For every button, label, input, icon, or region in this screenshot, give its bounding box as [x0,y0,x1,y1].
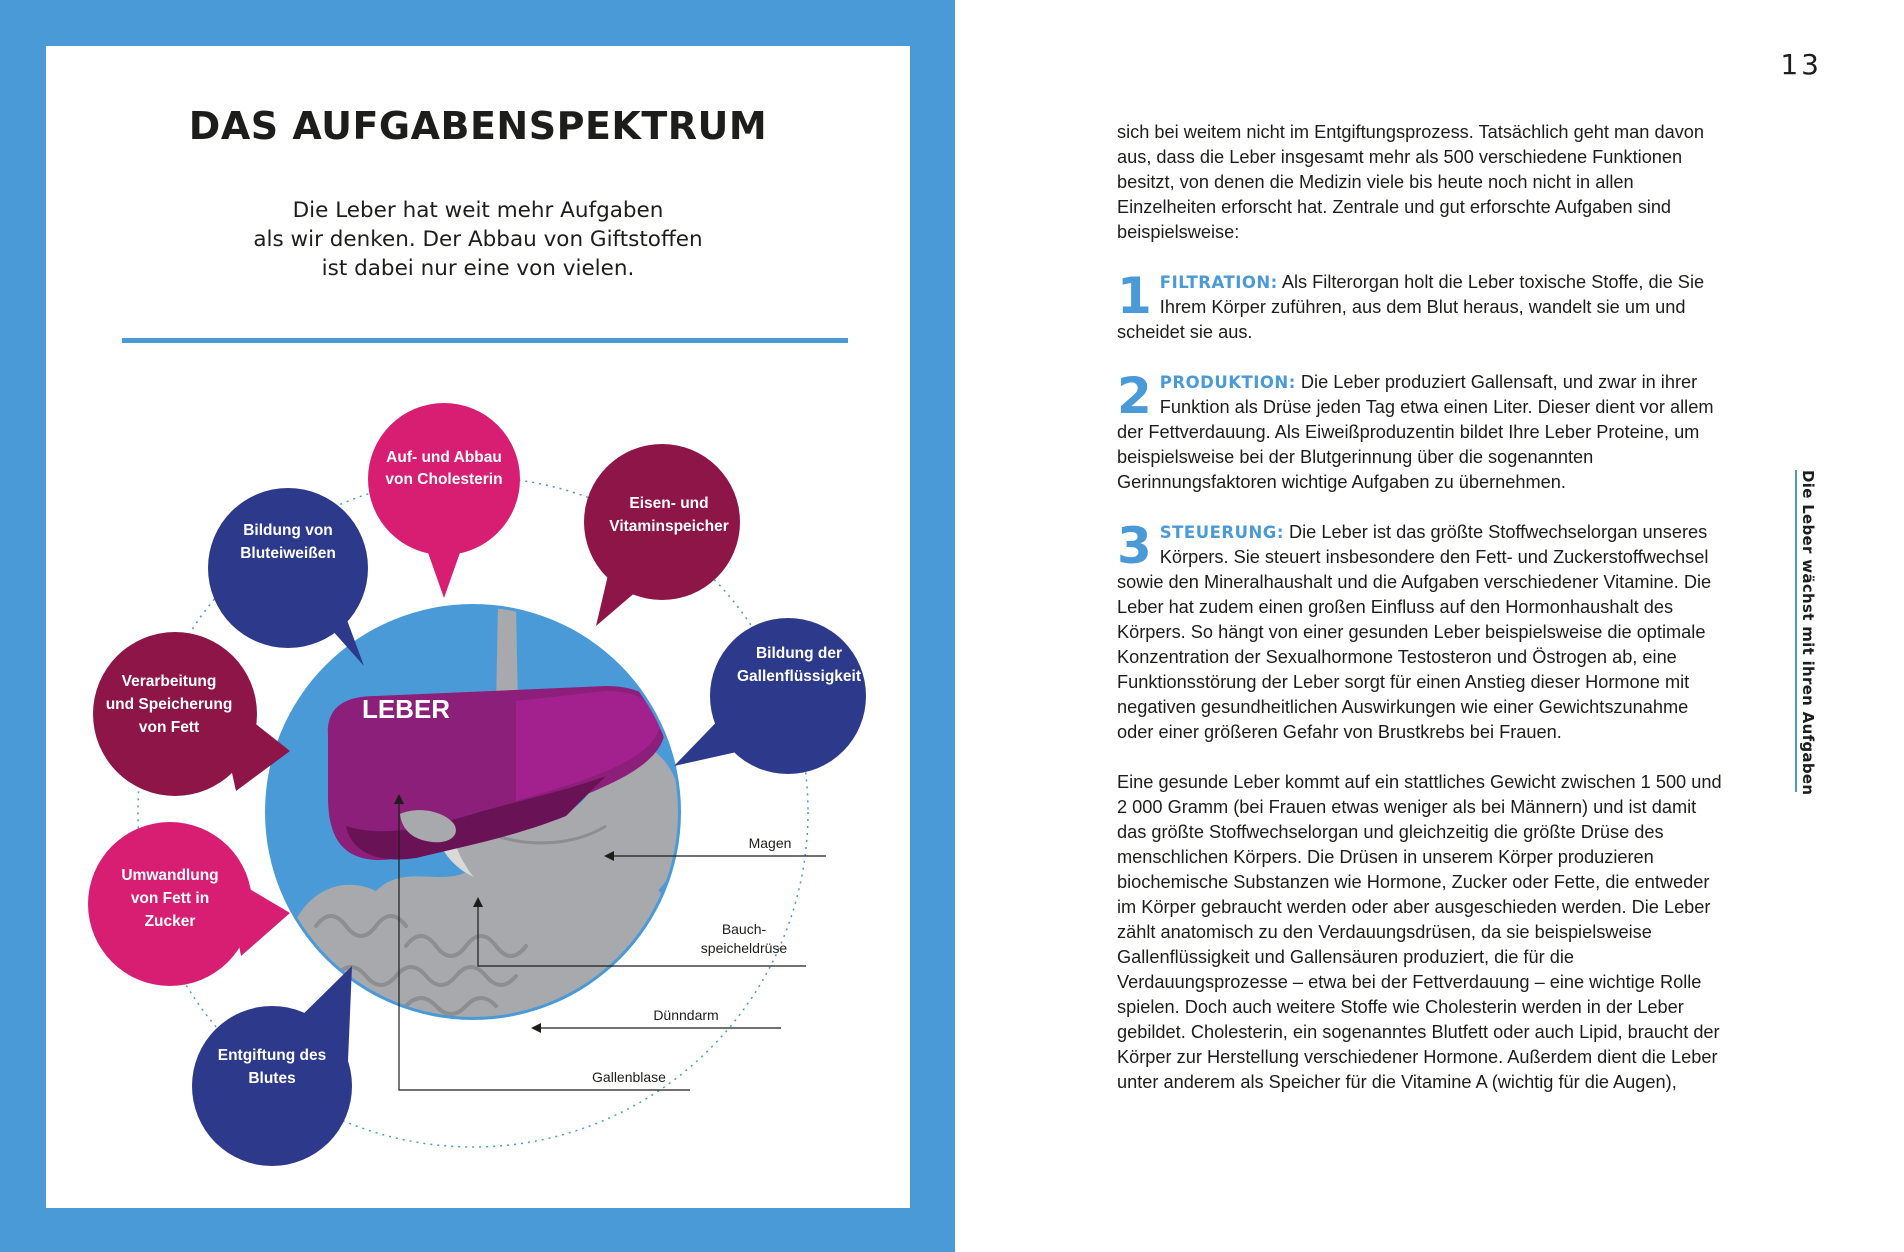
pin-text: Bildung von [243,522,333,539]
task-pin-eisen [584,444,740,626]
pin-text: Gallenflüssigkeit [736,668,862,685]
right-page [955,0,1904,1252]
pin-head [710,618,866,774]
pin-text: Zucker [144,913,196,930]
center-label: LEBER [361,694,451,724]
item-number: 2 [1117,367,1152,425]
item-heading: PRODUKTION: [1159,373,1296,392]
label-duenndarm: Dünndarm [653,1007,719,1023]
pin-text: und Speicherung [105,696,233,713]
body-text [1117,120,1723,1120]
pin-head [208,488,368,648]
pin-text: Umwandlung [121,867,219,884]
side-tab [1795,470,1823,796]
label-magen: Magen [748,835,792,851]
side-tab-title: Die Leber wächst mit ihren Aufgaben [1799,470,1817,796]
pin-text: von Fett [138,719,200,736]
item-number: 3 [1117,517,1152,575]
item-text: Als Filterorgan holt die Leber toxische Stoffe, die Sie Ihrem Körper zuführen, aus dem Blut heraus, wandelt sie um und scheidet sie aus. [1117,272,1705,342]
pin-text: Bildung der [755,645,843,662]
list-item [1117,517,1723,745]
task-pin-galle [674,618,866,774]
task-pin-cholesterin [368,403,520,598]
task-pin-entgiftung [192,966,352,1166]
pin-text: Blutes [248,1070,296,1087]
pin-head [93,632,257,796]
item-heading: FILTRATION: [1159,273,1278,292]
page-title: DAS AUFGABENSPEKTRUM [188,104,768,148]
label-speicheldruese: speicheldrüse [700,940,788,956]
closing-paragraph: Eine gesunde Leber kommt auf ein stattliches Gewicht zwischen 1 500 und 2 000 Gramm (bei Frauen etwas weniger als bei Männern) und ist damit das größte Stoffwechselorgan und gleichzeitig die größte Drüse des menschlichen Körpers. Die Drüsen in unserem Körper produzieren biochemische Substanzen wie Hormone, Zucker oder Fette, die entweder im Körper gebraucht werden oder aber ausgeschieden werden. Die Leber zählt anatomisch zu den Verdauungsdrüsen, da sie beispielsweise Gallenflüssigkeit und Gallensäuren produziert, die für die Verdauungsprozesse – etwa bei der Fettverdauung – eine wichtige Rolle spielen. Doch auch weitere Stoffe wie Cholesterin werden in der Leber gebildet. Cholesterin, ein sogenanntes Blutfett oder auch Lipid, braucht der Körper zur Herstellung verschiedener Hormone. Außerdem dient die Leber unter anderem als Speicher für die Vitamine A (wichtig für die Augen), [1117,772,1722,1092]
intro-line: ist dabei nur eine von vielen. [321,256,635,281]
pin-text: Verarbeitung [121,673,217,690]
item-heading: STEUERUNG: [1159,523,1284,542]
list-item [1117,367,1723,495]
item-text: Die Leber ist das größte Stoffwechselorgan unseres Körpers. Sie steuert insbesondere den Fett- und Zuckerstoffwechsel sowie den Mineralhaushalt und die Aufgaben verschiedener Vitamine. Die Leber hat zudem einen großen Einfluss auf den Hormonhaushalt des Körpers. So hängt von einer gesunden Leber beispielsweise die optimale Konzentration der Sexualhormone Testosteron und Östrogen ab, eine Funktionsstörung der Leber sorgt für einen Anstieg dieser Hormone mit negativen gesundheitlichen Auswirkungen wie einer Gewichtszunahme oder einer größeren Gefahr von Brustkrebs bei Frauen. [1117,522,1712,742]
task-pin-fett [93,632,290,796]
page-number: 13 [1780,48,1822,81]
label-bauch: Bauch- [721,921,767,937]
intro-line: Die Leber hat weit mehr Aufgaben [292,198,664,223]
intro-line: als wir denken. Der Abbau von Giftstoffen [253,227,703,252]
pin-text: von Fett in [130,890,210,907]
infographic-panel [46,46,910,1208]
pin-text: Eisen- und [629,495,709,512]
liver-diagram [46,46,910,1208]
pin-text: von Cholesterin [385,471,503,488]
pin-text: Vitaminspeicher [609,518,729,535]
task-pin-zucker [88,822,290,986]
pin-text: Bluteiweißen [240,545,336,562]
intro-paragraph: sich bei weitem nicht im Entgiftungsprozess. Tatsächlich geht man davon aus, dass die Leber insgesamt mehr als 500 verschiedene Funktionen besitzt, von denen die Medizin viele bis heute noch nicht in allen Einzelheiten erforscht hat. Zentrale und gut erforschte Aufgaben sind beispielsweise: [1117,122,1705,242]
item-text: Die Leber produziert Gallensaft, und zwar in ihrer Funktion als Drüse jeden Tag etwa einen Liter. Dieser dient vor allem der Fettverdauung. Als Eiweißproduzentin bildet Ihre Leber Proteine, um beispielsweise bei der Blutgerinnung über die sogenannten Gerinnungsfaktoren wichtige Aufgaben zu übernehmen. [1117,372,1714,492]
pin-text: Entgiftung des [217,1047,327,1064]
label-gallenblase: Gallenblase [592,1069,666,1085]
item-number: 1 [1117,267,1152,325]
arrow-duenndarm [531,1023,541,1033]
task-pin-bluteiweisse [208,488,368,666]
list-item [1117,267,1723,345]
pin-text: Auf- und Abbau [386,449,502,466]
